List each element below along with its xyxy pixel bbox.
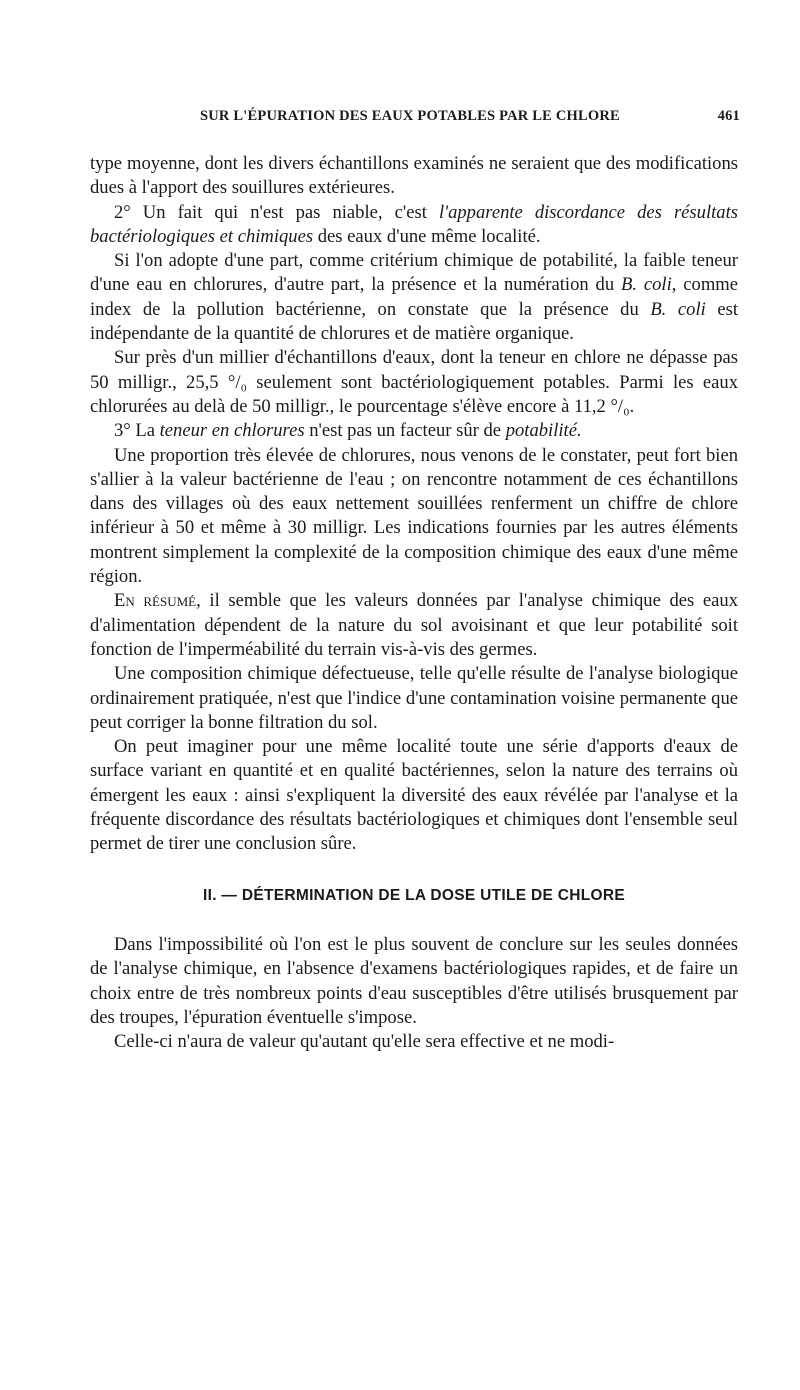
text-run: des eaux d'une même localité.	[313, 225, 541, 247]
page-body	[90, 152, 738, 1054]
page-number: 461	[717, 108, 740, 124]
italic-text: teneur en chlorures	[159, 420, 305, 442]
paragraph	[90, 249, 738, 346]
paragraph	[90, 933, 738, 1030]
paragraph	[90, 346, 738, 419]
text-run: 2° Un fait qui n'est pas niable, c'est	[114, 201, 439, 223]
paragraph	[90, 662, 738, 735]
text-run: Sur près d'un millier d'échantillons d'eaux, dont la teneur en chlore ne dépasse pas 50 milligr., 25,5 °/₀ seulement sont bactériologiquement potables. Parmi les eaux chlorurées au delà de 50 milligr., le pourcentage s'élève encore à 11,2 °/₀.	[90, 347, 738, 417]
text-run: Celle-ci n'aura de valeur qu'autant qu'elle sera effective et ne modi-	[114, 1031, 615, 1053]
paragraph	[90, 152, 738, 201]
text-run: n'est pas un facteur sûr de	[304, 420, 506, 442]
italic-text: B. coli	[650, 298, 706, 320]
text-run: Une composition chimique défectueuse, telle qu'elle résulte de l'analyse biologique ordinairement pratiquée, n'est que l'indice d'une contamination voisine permanente que peut corriger la bonne filtration du sol.	[90, 663, 738, 733]
text-run: est indépendante de la quantité de chlorures et de matière organique.	[90, 298, 738, 345]
paragraph	[90, 589, 738, 662]
paragraph	[90, 444, 738, 590]
italic-text: B. coli	[620, 274, 672, 296]
paragraph	[90, 1030, 738, 1054]
text-run: type moyenne, dont les divers échantillons examinés ne seraient que des modifications dues à l'apport des souillures extérieures.	[90, 153, 738, 199]
text-run: On peut imaginer pour une même localité toute une série d'apports d'eaux de surface variant en quantité et en qualité bactériennes, selon la nature des terrains où émergent les eaux : ainsi s'expliquent la diversité des eaux révélée par l'analyse et la fréquente discordance des résultats bactériologiques et chimiques dont l'ensemble seul permet de tirer une conclusion sûre.	[90, 736, 738, 855]
text-run: Si l'on adopte d'une part, comme critérium chimique de potabilité, la faible teneur d'une eau en chlorures, d'autre part, la présence et la numération du	[90, 250, 738, 296]
text-run: 3° La	[114, 420, 160, 442]
running-title: SUR L'ÉPURATION DES EAUX POTABLES PAR LE CHLORE	[200, 108, 620, 124]
italic-text: l'apparente discordance des résultats bactériologiques et chimiques	[90, 201, 738, 247]
small-caps-text: En résumé	[114, 590, 197, 612]
text-run: , comme index de la pollution bactérienne, on constate que la présence du	[90, 274, 738, 320]
section-heading: II. — DÉTERMINATION DE LA DOSE UTILE DE CHLORE	[203, 886, 625, 904]
paragraph	[90, 419, 738, 443]
paragraph	[90, 201, 738, 250]
text-run: Dans l'impossibilité où l'on est le plus souvent de conclure sur les seules données de l'analyse chimique, en l'absence d'examens bactériologiques rapides, et de faire un choix entre de très nombreux points d'eau susceptibles d'être utilisés brusquement par des troupes, l'épuration éventuelle s'impose.	[90, 933, 738, 1028]
text-run: , il semble que les valeurs données par l'analyse chimique des eaux d'alimentation dépendent de la nature du sol avoisinant et que leur potabilité soit fonction de l'imperméabilité du terrain vis-à-vis des germes.	[90, 590, 739, 660]
paragraph	[90, 735, 738, 856]
text-run: Une proportion très élevée de chlorures, nous venons de le constater, peut fort bien s'allier à la valeur bactérienne de l'eau ; on rencontre notamment de ces échantillons dans des villages où des eaux nettement souillées renferment un chiffre de chlore inférieur à 50 et même à 30 milligr. Les indications fournies par les autres éléments montrent simplement la complexité de la composition chimique des eaux d'une même région.	[90, 444, 738, 588]
italic-text: potabilité.	[505, 420, 582, 442]
